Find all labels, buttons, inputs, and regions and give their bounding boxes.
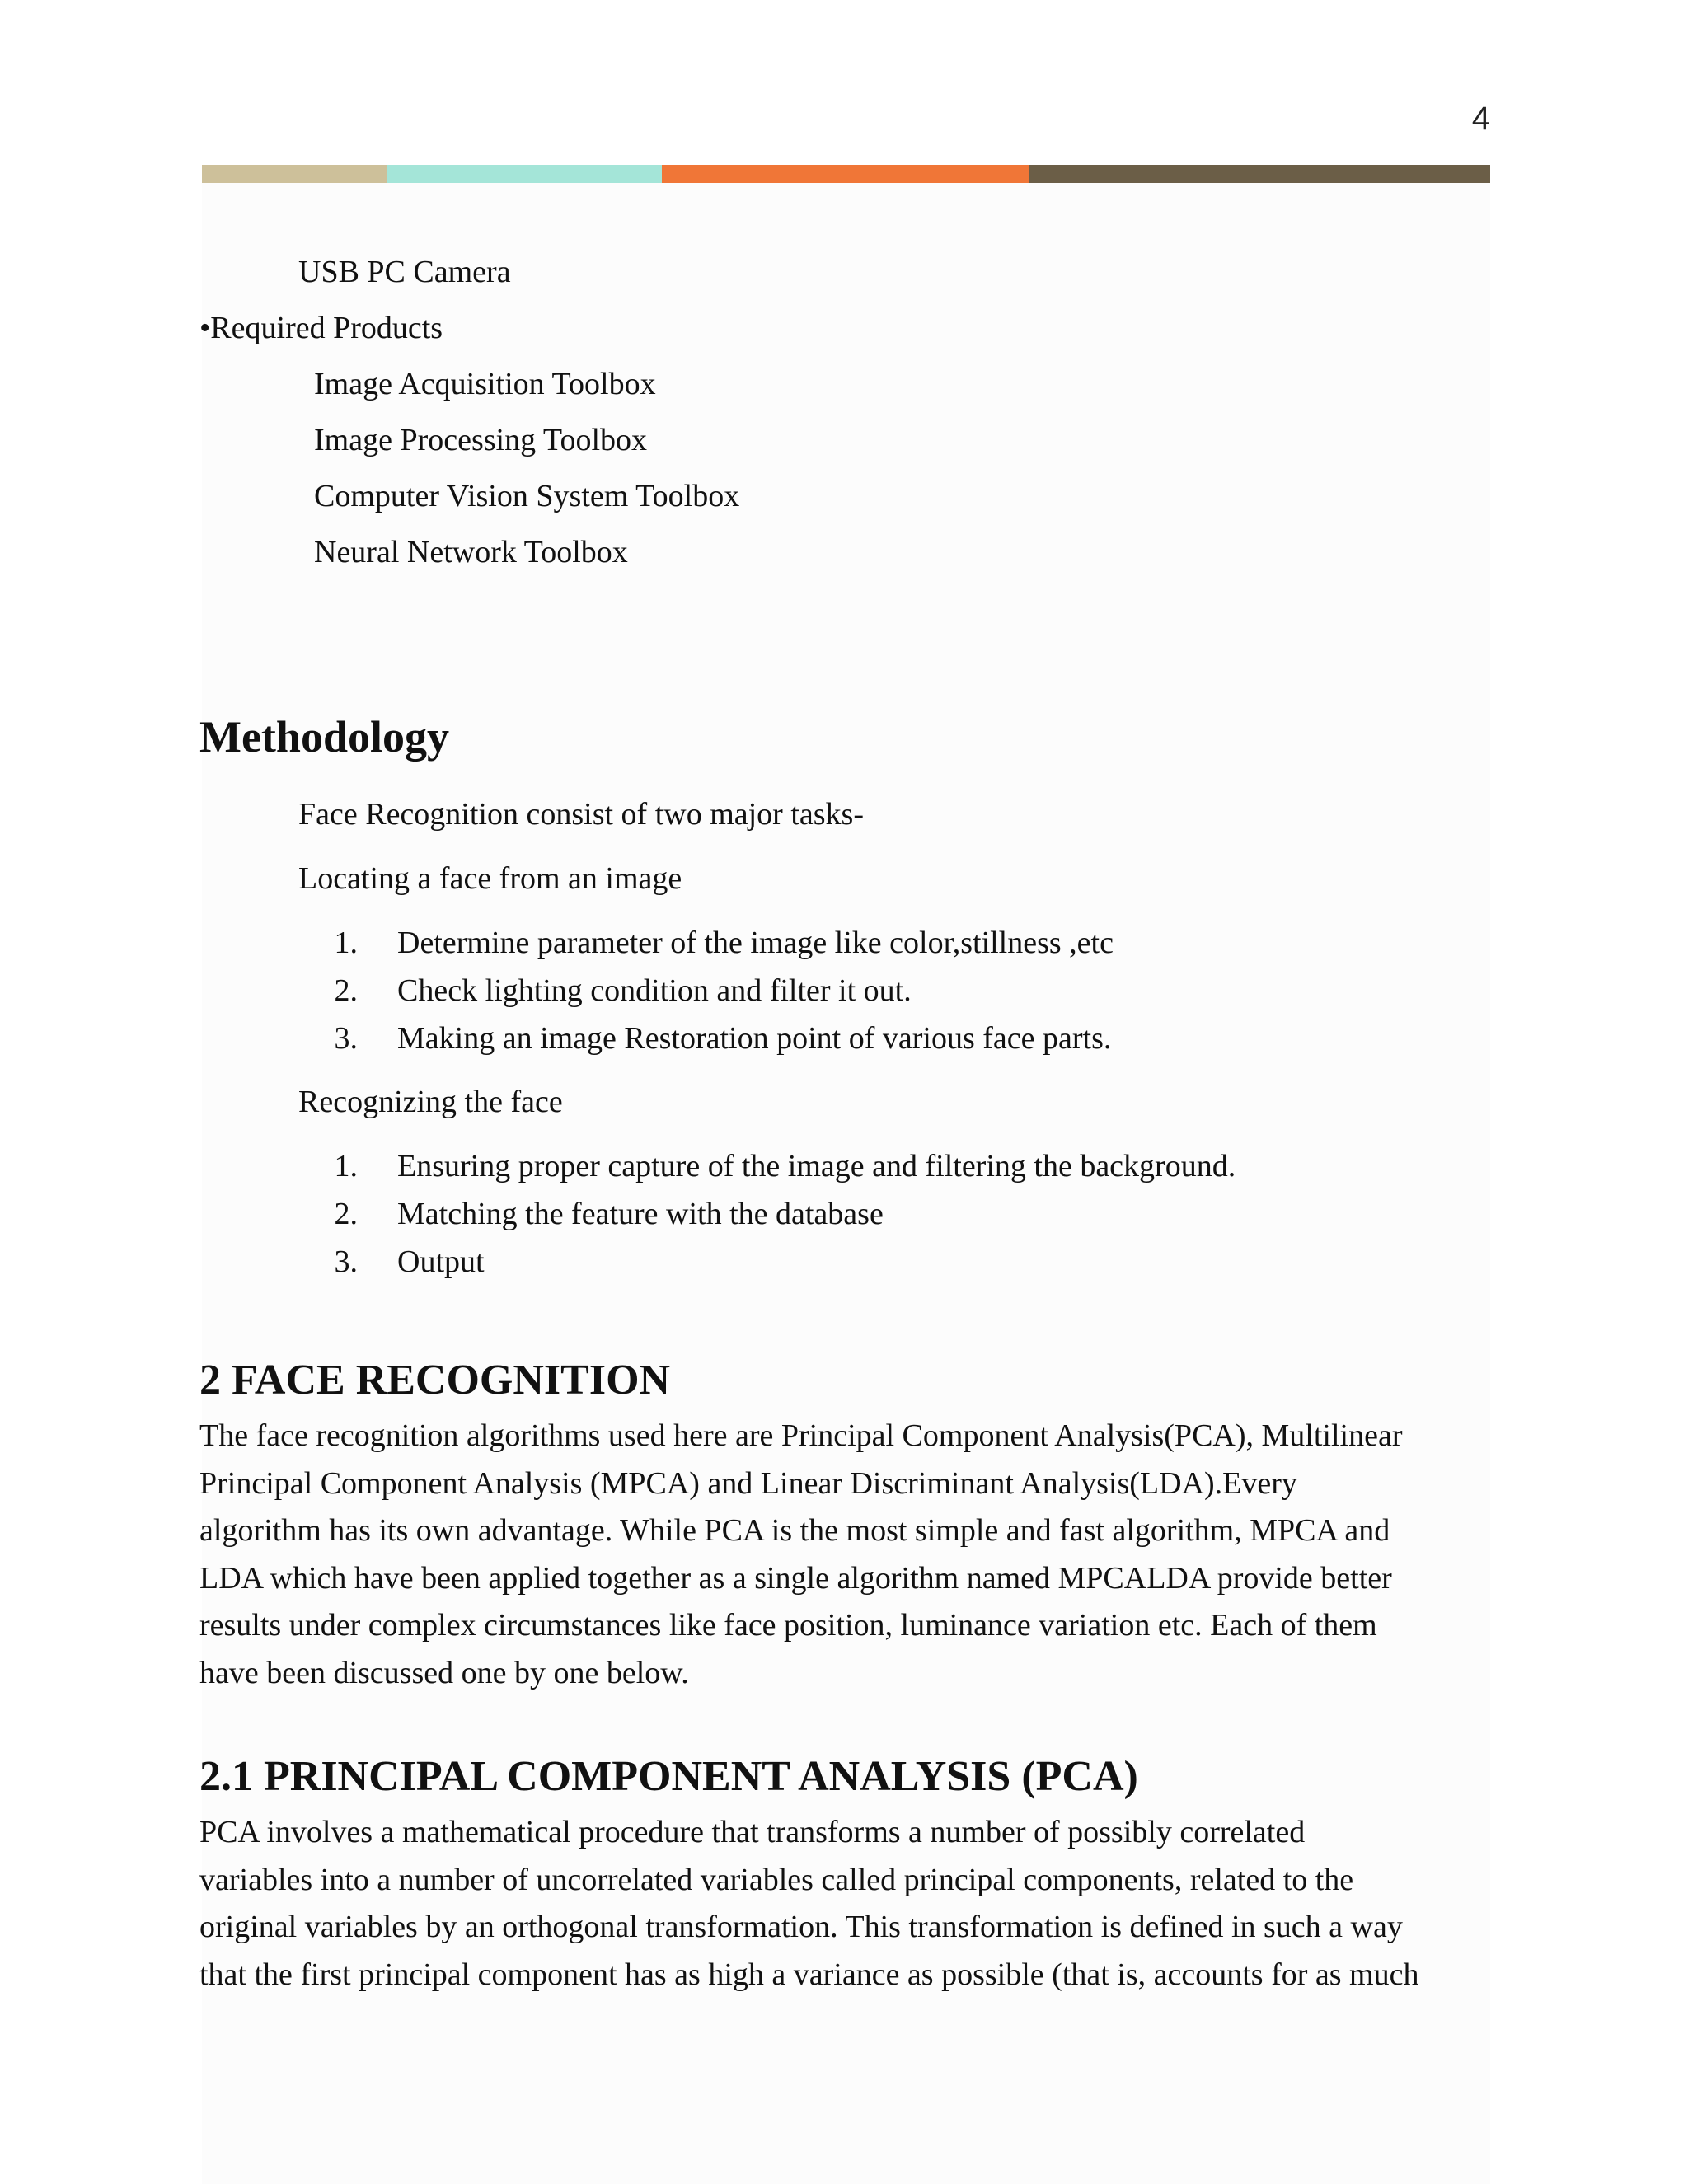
required-products-label: •Required Products [199, 311, 443, 345]
product-item: Neural Network Toolbox [314, 535, 628, 569]
product-item: Image Processing Toolbox [314, 423, 648, 457]
header-bar-segment-1 [202, 165, 387, 183]
product-item: Computer Vision System Toolbox [314, 479, 740, 513]
product-item: Image Acquisition Toolbox [314, 367, 656, 401]
methodology-intro: Face Recognition consist of two major tasks- [298, 797, 864, 832]
task-title-recognizing: Recognizing the face [298, 1085, 563, 1119]
list-number: 1. [334, 1149, 358, 1183]
list-text: Ensuring proper capture of the image and filtering the background. [397, 1149, 1236, 1183]
list-number: 2. [334, 973, 358, 1008]
paragraph-line: results under complex circumstances like face position, luminance variation etc. Each of them [199, 1608, 1377, 1643]
face-recognition-paragraph [199, 1413, 1490, 1698]
list-text: Determine parameter of the image like color,stillness ,etc [397, 926, 1114, 960]
list-text: Output [397, 1244, 485, 1279]
task-title-locating: Locating a face from an image [298, 861, 682, 896]
list-number: 3. [334, 1021, 358, 1056]
camera-item: USB PC Camera [298, 255, 511, 289]
pca-paragraph [199, 1809, 1490, 1999]
methodology-heading: Methodology [199, 712, 449, 762]
paragraph-line: have been discussed one by one below. [199, 1655, 689, 1690]
header-color-bar [202, 165, 1490, 183]
header-bar-segment-2 [387, 165, 662, 183]
section-heading: 2 FACE RECOGNITION [199, 1357, 671, 1404]
list-text: Check lighting condition and filter it out. [397, 973, 912, 1008]
list-text: Matching the feature with the database [397, 1197, 884, 1231]
paragraph-line: Principal Component Analysis (MPCA) and Linear Discriminant Analysis(LDA).Every [199, 1465, 1297, 1501]
list-number: 2. [334, 1197, 358, 1231]
paragraph-line: original variables by an orthogonal transformation. This transformation is defined in such a way [199, 1910, 1403, 1945]
list-number: 3. [334, 1244, 358, 1279]
paragraph-line: The face recognition algorithms used here are Principal Component Analysis(PCA), Multilinear [199, 1418, 1403, 1453]
paragraph-line: variables into a number of uncorrelated variables called principal components, related to the [199, 1862, 1354, 1897]
header-bar-segment-4 [1029, 165, 1490, 183]
paragraph-line: algorithm has its own advantage. While PCA is the most simple and fast algorithm, MPCA and [199, 1513, 1390, 1549]
list-text: Making an image Restoration point of various face parts. [397, 1021, 1112, 1056]
paragraph-line: PCA involves a mathematical procedure that transforms a number of possibly correlated [199, 1815, 1306, 1849]
subsection-heading: 2.1 PRINCIPAL COMPONENT ANALYSIS (PCA) [199, 1753, 1138, 1800]
paragraph-line: LDA which have been applied together as a single algorithm named MPCALDA provide better [199, 1560, 1392, 1596]
page-number: 4 [1471, 101, 1490, 137]
list-number: 1. [334, 926, 358, 960]
header-bar-segment-3 [662, 165, 1029, 183]
paragraph-line: that the first principal component has as high a variance as possible (that is, accounts for as much [199, 1957, 1419, 1992]
